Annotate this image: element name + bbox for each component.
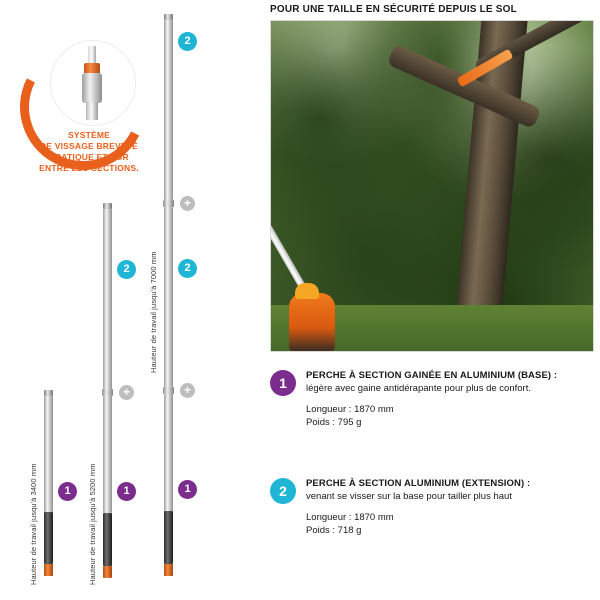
product-2-weight: Poids : 718 g — [306, 525, 362, 536]
pole2-badge-1: 1 — [117, 482, 136, 501]
pole2-joint — [102, 389, 113, 396]
pole1-height-label: Hauteur de travail jusqu'à 3400 mm — [29, 463, 38, 585]
badge-caption-line-4: ENTRE LES SECTIONS. — [39, 163, 139, 173]
pole3-joint-top — [163, 200, 174, 207]
pole2-extension-segment — [103, 209, 112, 389]
pole3-height-label: Hauteur de travail jusqu'à 7000 mm — [149, 251, 158, 373]
pole2-base-alu — [103, 396, 112, 513]
pole-3-sections — [149, 14, 191, 580]
pole3-joint-bottom — [163, 387, 174, 394]
page-title: POUR UNE TAILLE EN SÉCURITÉ DEPUIS LE SOL — [270, 4, 517, 15]
pole2-plus-icon: + — [119, 385, 134, 400]
product-photo — [270, 20, 594, 352]
pole3-badge-2-top: 2 — [178, 32, 197, 51]
connector-sleeve — [82, 73, 102, 103]
pole3-plus-icon-bottom: + — [180, 383, 195, 398]
badge-caption — [14, 130, 164, 174]
pole1-orange-end — [44, 564, 53, 576]
badge-caption-line-3: PRATIQUE ET SÛR — [49, 152, 129, 162]
pole3-badge-2-mid: 2 — [178, 259, 197, 278]
pole2-orange-end — [103, 566, 112, 578]
pole2-grip-segment — [103, 513, 112, 566]
left-illustration-panel — [0, 0, 255, 600]
pole3-grip-segment — [164, 511, 173, 564]
pole1-alu-segment — [44, 396, 53, 512]
connector-rod-bottom — [86, 102, 98, 120]
product-1-description: légère avec gaine antidérapante pour plus de confort. — [306, 383, 531, 394]
pole2-height-label: Hauteur de travail jusqu'à 5200 mm — [88, 463, 97, 585]
pole2-badge-2: 2 — [117, 260, 136, 279]
product-1-length: Longueur : 1870 mm — [306, 404, 394, 415]
patented-screw-system-badge — [14, 34, 164, 174]
photo-operator — [289, 293, 335, 351]
pole-connector-photo — [80, 46, 104, 120]
pole3-base-alu — [164, 394, 173, 511]
connector-rod-top — [88, 46, 96, 64]
product-1-title: PERCHE À SECTION GAINÉE EN ALUMINIUM (BASE) : — [306, 370, 558, 381]
product-2-title: PERCHE À SECTION ALUMINIUM (EXTENSION) : — [306, 478, 531, 489]
pole3-orange-end — [164, 564, 173, 576]
pole-2-sections — [88, 203, 130, 585]
pole3-plus-icon-top: + — [180, 196, 195, 211]
badge-caption-line-1: SYSTÈME — [67, 130, 111, 140]
pole3-extension-segment-mid — [164, 207, 173, 387]
pole1-badge-1: 1 — [58, 482, 77, 501]
pole3-extension-segment-top — [164, 20, 173, 200]
product-1-number-badge: 1 — [270, 370, 296, 396]
badge-caption-line-2: DE VISSAGE BREVETÉ — [39, 141, 139, 151]
product-1-weight: Poids : 795 g — [306, 417, 362, 428]
pole-1-section — [29, 390, 71, 585]
pole1-grip-segment — [44, 512, 53, 564]
product-2-number-badge: 2 — [270, 478, 296, 504]
product-2-length: Longueur : 1870 mm — [306, 512, 394, 523]
product-2-description: venant se visser sur la base pour tailler plus haut — [306, 491, 512, 502]
pole3-badge-1: 1 — [178, 480, 197, 499]
photo-operator-helmet — [295, 283, 319, 299]
right-content-panel — [262, 0, 600, 600]
